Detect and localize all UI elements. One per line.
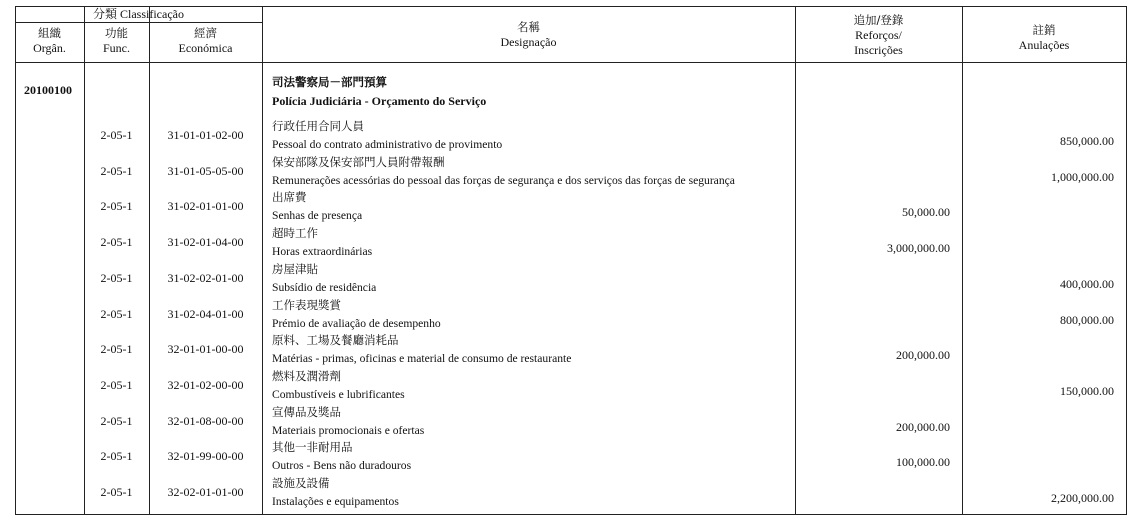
- reinforcement-amount: 200,000.00: [896, 419, 950, 434]
- designation-pt: Pessoal do contrato administrativo de provimento: [272, 138, 503, 151]
- annulment-amount: 2,200,000.00: [1051, 491, 1114, 505]
- header-divider: [15, 62, 1126, 63]
- functional-code: 2-05-1: [100, 235, 133, 250]
- reinforcement-amount: 3,000,000.00: [887, 241, 950, 256]
- annulments-header: [962, 23, 1126, 53]
- economic-code: 31-02-04-01-00: [167, 306, 244, 321]
- designation-pt: Senhas de presença: [272, 209, 363, 223]
- column-divider: [795, 6, 796, 515]
- reinforcements-header-zh: 追加/登錄: [853, 13, 904, 27]
- designation-zh: 保安部隊及保安部門人員附帶報酬: [272, 154, 445, 169]
- annulments-header-zh: 註銷: [1032, 23, 1056, 37]
- annulment-amount: 850,000.00: [1060, 134, 1114, 148]
- designation-zh: 行政任用合同人員: [272, 119, 364, 133]
- designation-pt: Remunerações acessórias do pessoal das forças de segurança e dos serviços das forças de segurança: [272, 173, 735, 187]
- table-border-left: [15, 6, 16, 515]
- designation-pt: Materiais promocionais e ofertas: [272, 423, 425, 437]
- organic-header-zh: 組織: [38, 26, 61, 40]
- organic-header: [15, 26, 84, 56]
- functional-code: 2-05-1: [100, 163, 133, 178]
- functional-header-zh: 功能: [105, 26, 128, 40]
- department-name-zh: 司法警察局－部門預算: [272, 75, 387, 89]
- reinforcements-header-pt2: Inscrições: [854, 43, 903, 57]
- designation-zh: 工作表現獎賞: [272, 297, 341, 312]
- reinforcements-header-pt1: Reforços/: [855, 28, 902, 42]
- table-border-right: [1126, 6, 1127, 515]
- annulment-amount: 400,000.00: [1060, 276, 1114, 291]
- functional-header: [84, 26, 149, 56]
- economic-code: 31-01-05-05-00: [167, 163, 244, 178]
- reinforcements-header: [795, 13, 962, 58]
- functional-code: 2-05-1: [100, 377, 133, 392]
- designation-pt: Subsídio de residência: [272, 280, 377, 294]
- annulment-amount: 1,000,000.00: [1051, 169, 1114, 184]
- column-divider: [962, 6, 963, 515]
- designation-zh: 宣傳品及獎品: [272, 404, 341, 419]
- functional-code: 2-05-1: [100, 128, 133, 142]
- designation-header: [262, 20, 795, 50]
- classification-divider: [15, 22, 262, 23]
- designation-header-pt: Designação: [500, 35, 557, 49]
- designation-pt: Outros - Bens não duradouros: [272, 459, 412, 473]
- organic-header-pt: Orgân.: [33, 41, 66, 55]
- functional-code: 2-05-1: [100, 449, 133, 464]
- designation-pt: Matérias - primas, oficinas e material de consumo de restaurante: [272, 352, 572, 366]
- economic-header-zh: 經濟: [194, 26, 217, 40]
- functional-code: 2-05-1: [100, 342, 133, 357]
- annulment-amount: 800,000.00: [1060, 312, 1114, 327]
- designation-pt: Combustíveis e lubrificantes: [272, 387, 405, 401]
- economic-code: 32-02-01-01-00: [167, 485, 244, 499]
- department-name-pt: Polícia Judiciária - Orçamento do Serviço: [272, 94, 487, 108]
- designation-zh: 出席費: [272, 190, 307, 205]
- designation-zh: 原料、工場及餐廳消耗品: [272, 333, 399, 348]
- designation-zh: 其他一非耐用品: [272, 440, 353, 455]
- reinforcement-amount: 50,000.00: [902, 205, 950, 220]
- annulments-header-pt: Anulações: [1018, 38, 1070, 52]
- economic-code: 31-02-02-01-00: [167, 270, 244, 285]
- designation-pt: Instalações e equipamentos: [272, 495, 399, 508]
- functional-header-pt: Func.: [103, 41, 130, 55]
- designation-zh: 房屋津貼: [272, 261, 318, 276]
- designation-pt: Prémio de avaliação de desempenho: [272, 316, 441, 330]
- designation-pt: Horas extraordinárias: [272, 245, 373, 259]
- economic-code: 32-01-01-00-00: [167, 342, 244, 357]
- functional-code: 2-05-1: [100, 199, 133, 214]
- column-divider: [149, 6, 150, 515]
- economic-code: 32-01-02-00-00: [167, 377, 244, 392]
- department-code: 20100100: [24, 83, 72, 97]
- column-divider: [84, 6, 85, 515]
- reinforcement-amount: 100,000.00: [896, 455, 950, 470]
- functional-code: 2-05-1: [100, 485, 133, 499]
- economic-code: 32-01-08-00-00: [167, 413, 244, 428]
- economic-code: 31-01-01-02-00: [167, 128, 244, 142]
- economic-header-pt: Económica: [178, 41, 233, 55]
- reinforcement-amount: 200,000.00: [896, 348, 950, 363]
- table-border-bottom: [15, 514, 1126, 515]
- designation-zh: 設施及設備: [272, 476, 330, 490]
- functional-code: 2-05-1: [100, 413, 133, 428]
- designation-zh: 燃料及潤滑劑: [272, 368, 341, 383]
- column-divider: [262, 6, 263, 515]
- designation-zh: 超時工作: [272, 226, 318, 241]
- economic-header: [149, 26, 262, 56]
- annulment-amount: 150,000.00: [1060, 383, 1114, 398]
- economic-code: 31-02-01-01-00: [167, 199, 244, 214]
- classification-header: 分類 Classificação: [93, 7, 184, 21]
- designation-header-zh: 名稱: [517, 20, 540, 34]
- functional-code: 2-05-1: [100, 306, 133, 321]
- functional-code: 2-05-1: [100, 270, 133, 285]
- economic-code: 32-01-99-00-00: [167, 449, 244, 464]
- economic-code: 31-02-01-04-00: [167, 235, 244, 250]
